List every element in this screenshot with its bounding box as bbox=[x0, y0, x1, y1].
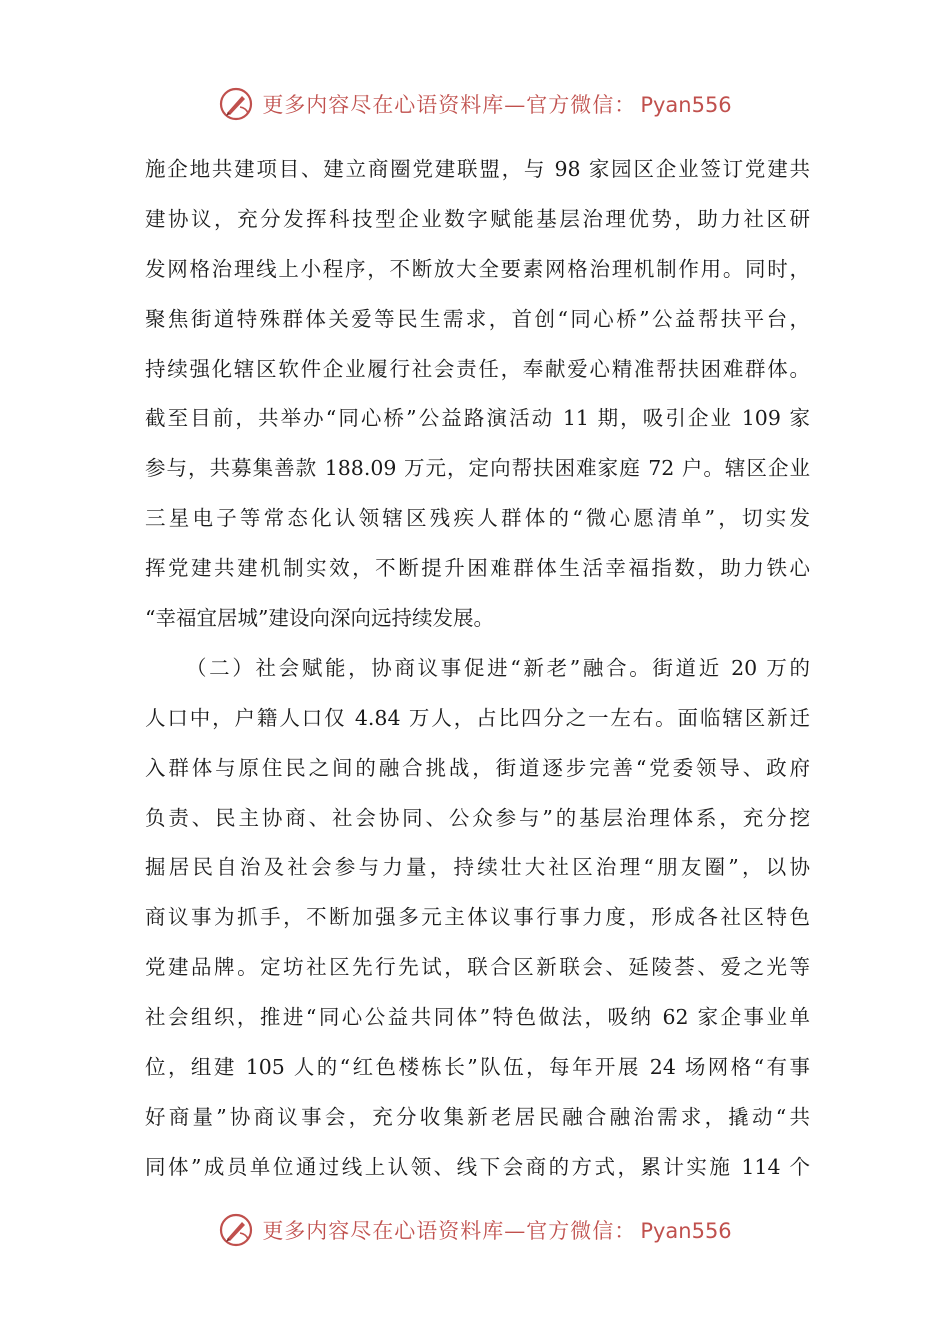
text-line: 建协议，充分发挥科技型企业数字赋能基层治理优势，助力社区研 bbox=[145, 206, 810, 231]
text-line: 人口中，户籍人口仅 4.84 万人，占比四分之一左右。面临辖区新迁 bbox=[145, 705, 810, 730]
text-line: 持续强化辖区软件企业履行社会责任，奉献爱心精准帮扶困难群体。 bbox=[145, 356, 810, 381]
header-watermark-label: 更多内容尽在心语资料库—官方微信： bbox=[262, 93, 637, 117]
text-line: 聚焦街道特殊群体关爱等民生需求，首创“同心桥”公益帮扶平台， bbox=[145, 306, 810, 331]
text-line: 好商量”协商议事会，充分收集新老居民融合融治需求，撬动“共 bbox=[145, 1104, 810, 1129]
text-line: 党建品牌。定坊社区先行先试，联合区新联会、延陵荟、爱之光等 bbox=[145, 955, 810, 980]
text-line: 同体”成员单位通过线上认领、线下会商的方式，累计实施 114 个 bbox=[145, 1154, 810, 1179]
document-body bbox=[145, 145, 810, 1193]
header-watermark-banner bbox=[0, 82, 950, 126]
footer-watermark-brand: Pyan556 bbox=[640, 1219, 732, 1243]
header-watermark-text bbox=[262, 89, 731, 119]
paragraph-1 bbox=[145, 145, 810, 644]
text-line: 挥党建共建机制实效，不断提升困难群体生活幸福指数，助力铁心 bbox=[145, 556, 810, 581]
text-line: 社会组织，推进“同心公益共同体”特色做法，吸纳 62 家企事业单 bbox=[145, 1005, 810, 1030]
text-line: 参与，共募集善款 188.09 万元，定向帮扶困难家庭 72 户。辖区企业 bbox=[145, 456, 810, 481]
text-line: 截至目前，共举办“同心桥”公益路演活动 11 期，吸引企业 109 家 bbox=[145, 406, 810, 431]
text-line: 掘居民自治及社会参与力量，持续壮大社区治理“朋友圈”，以协 bbox=[145, 855, 810, 880]
text-line: 发网格治理线上小程序，不断放大全要素网格治理机制作用。同时， bbox=[145, 256, 810, 281]
header-watermark-brand: Pyan556 bbox=[640, 93, 732, 117]
footer-watermark-label: 更多内容尽在心语资料库—官方微信： bbox=[262, 1219, 637, 1243]
section-heading-line: （二）社会赋能，协商议事促进“新老”融合。街道近 20 万的 bbox=[186, 655, 810, 680]
text-line: 商议事为抓手，不断加强多元主体议事行事力度，形成各社区特色 bbox=[145, 905, 810, 930]
footer-watermark-banner bbox=[0, 1208, 950, 1252]
footer-watermark-text bbox=[262, 1215, 731, 1245]
pen-logo-icon bbox=[218, 1212, 254, 1248]
text-line: 入群体与原住民之间的融合挑战，街道逐步完善“党委领导、政府 bbox=[145, 755, 810, 780]
text-line: 三星电子等常态化认领辖区残疾人群体的“微心愿清单”，切实发 bbox=[145, 506, 810, 531]
text-line: 位，组建 105 人的“红色楼栋长”队伍，每年开展 24 场网格“有事 bbox=[145, 1055, 810, 1080]
paragraph-2 bbox=[145, 644, 810, 1193]
pen-logo-icon bbox=[218, 86, 254, 122]
text-line: “幸福宜居城”建设向深向远持续发展。 bbox=[145, 606, 494, 631]
text-line: 施企地共建项目、建立商圈党建联盟，与 98 家园区企业签订党建共 bbox=[145, 157, 810, 181]
text-line: 负责、民主协商、社会协同、公众参与”的基层治理体系，充分挖 bbox=[145, 805, 810, 830]
